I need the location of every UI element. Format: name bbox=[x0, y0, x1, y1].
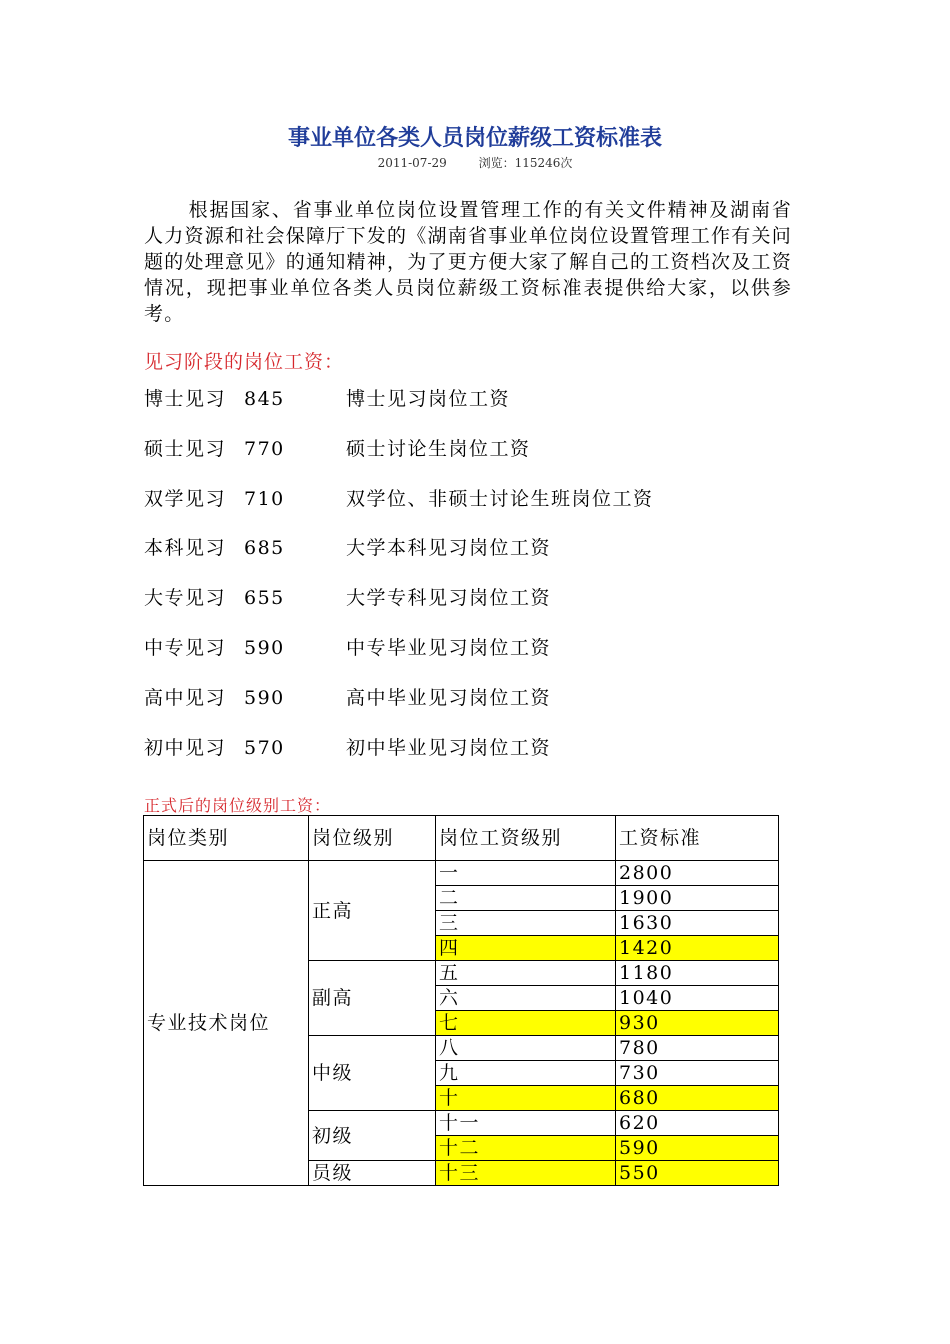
column-header: 岗位级别 bbox=[309, 816, 436, 861]
intern-row bbox=[144, 633, 551, 660]
section-heading-formal: 正式后的岗位级别工资： bbox=[144, 796, 332, 815]
publish-date: 2011-07-29 bbox=[377, 156, 447, 170]
intern-amount: 590 bbox=[244, 637, 285, 659]
wage-cell: 1180 bbox=[616, 961, 779, 986]
grade-cell: 四 bbox=[436, 936, 616, 961]
intern-row bbox=[144, 484, 654, 511]
intern-desc: 大学本科见习岗位工资 bbox=[346, 537, 552, 559]
intern-desc: 硕士讨论生岗位工资 bbox=[346, 438, 531, 460]
intern-name: 双学见习 bbox=[144, 488, 227, 510]
intro-text: 根据国家、省事业单位岗位设置管理工作的有关文件精神及湖南省人力资源和社会保障厅下发的《湖南省事业单位岗位设置管理工作有关问题的处理意见》的通知精神，为了更方便大家了解自己的工资档次及工资情况，现把事业单位各类人员岗位薪级工资标准表提供给大家，以供参考。 bbox=[144, 199, 792, 325]
article-meta bbox=[0, 154, 950, 171]
intern-amount: 655 bbox=[244, 587, 285, 609]
column-header: 岗位类别 bbox=[144, 816, 309, 861]
intern-name: 初中见习 bbox=[144, 737, 227, 759]
wage-cell: 1420 bbox=[616, 936, 779, 961]
wage-cell: 680 bbox=[616, 1086, 779, 1111]
grade-cell: 八 bbox=[436, 1036, 616, 1061]
intern-name: 本科见习 bbox=[144, 537, 227, 559]
wage-cell: 780 bbox=[616, 1036, 779, 1061]
grade-cell: 二 bbox=[436, 886, 616, 911]
level-cell: 员级 bbox=[309, 1161, 436, 1186]
intern-row bbox=[144, 533, 551, 560]
wage-cell: 930 bbox=[616, 1011, 779, 1036]
grade-cell: 十三 bbox=[436, 1161, 616, 1186]
level-cell: 正高 bbox=[309, 861, 436, 961]
wage-cell: 2800 bbox=[616, 861, 779, 886]
intern-desc: 博士见习岗位工资 bbox=[346, 388, 511, 410]
intern-amount: 845 bbox=[244, 388, 285, 410]
category-cell: 专业技术岗位 bbox=[144, 861, 309, 1186]
wage-cell: 620 bbox=[616, 1111, 779, 1136]
wage-cell: 1630 bbox=[616, 911, 779, 936]
intern-row bbox=[144, 384, 510, 411]
section-heading-intern: 见习阶段的岗位工资： bbox=[144, 351, 345, 373]
grade-cell: 九 bbox=[436, 1061, 616, 1086]
intern-desc: 初中毕业见习岗位工资 bbox=[346, 737, 552, 759]
intern-amount: 710 bbox=[244, 488, 285, 510]
column-header: 岗位工资级别 bbox=[436, 816, 616, 861]
table-header-row bbox=[144, 816, 779, 861]
wage-cell: 1900 bbox=[616, 886, 779, 911]
page-title: 事业单位各类人员岗位薪级工资标准表 bbox=[287, 126, 662, 151]
grade-cell: 一 bbox=[436, 861, 616, 886]
grade-cell: 五 bbox=[436, 961, 616, 986]
intern-row bbox=[144, 583, 551, 610]
wage-cell: 590 bbox=[616, 1136, 779, 1161]
level-cell: 初级 bbox=[309, 1111, 436, 1161]
grade-cell: 三 bbox=[436, 911, 616, 936]
intro-paragraph bbox=[144, 197, 792, 327]
intern-row bbox=[144, 683, 551, 710]
wage-cell: 730 bbox=[616, 1061, 779, 1086]
level-cell: 副高 bbox=[309, 961, 436, 1036]
intern-name: 中专见习 bbox=[144, 637, 227, 659]
intern-amount: 570 bbox=[244, 737, 285, 759]
intern-row bbox=[144, 733, 551, 760]
intern-name: 硕士见习 bbox=[144, 438, 227, 460]
wage-cell: 1040 bbox=[616, 986, 779, 1011]
column-header: 工资标准 bbox=[616, 816, 779, 861]
grade-cell: 六 bbox=[436, 986, 616, 1011]
intern-desc: 双学位、非硕士讨论生班岗位工资 bbox=[346, 488, 654, 510]
view-count: 浏览：115246次 bbox=[478, 156, 573, 170]
intern-desc: 中专毕业见习岗位工资 bbox=[346, 637, 552, 659]
intern-name: 高中见习 bbox=[144, 687, 227, 709]
level-cell: 中级 bbox=[309, 1036, 436, 1111]
grade-cell: 十 bbox=[436, 1086, 616, 1111]
grade-cell: 十二 bbox=[436, 1136, 616, 1161]
intern-name: 大专见习 bbox=[144, 587, 227, 609]
intern-amount: 685 bbox=[244, 537, 285, 559]
grade-cell: 七 bbox=[436, 1011, 616, 1036]
grade-cell: 十一 bbox=[436, 1111, 616, 1136]
intern-amount: 770 bbox=[244, 438, 285, 460]
intern-desc: 大学专科见习岗位工资 bbox=[346, 587, 552, 609]
intern-amount: 590 bbox=[244, 687, 285, 709]
wage-cell: 550 bbox=[616, 1161, 779, 1186]
intern-desc: 高中毕业见习岗位工资 bbox=[346, 687, 552, 709]
table-row bbox=[144, 861, 779, 886]
wage-table bbox=[143, 815, 779, 1186]
intern-name: 博士见习 bbox=[144, 388, 227, 410]
intern-row bbox=[144, 434, 531, 461]
